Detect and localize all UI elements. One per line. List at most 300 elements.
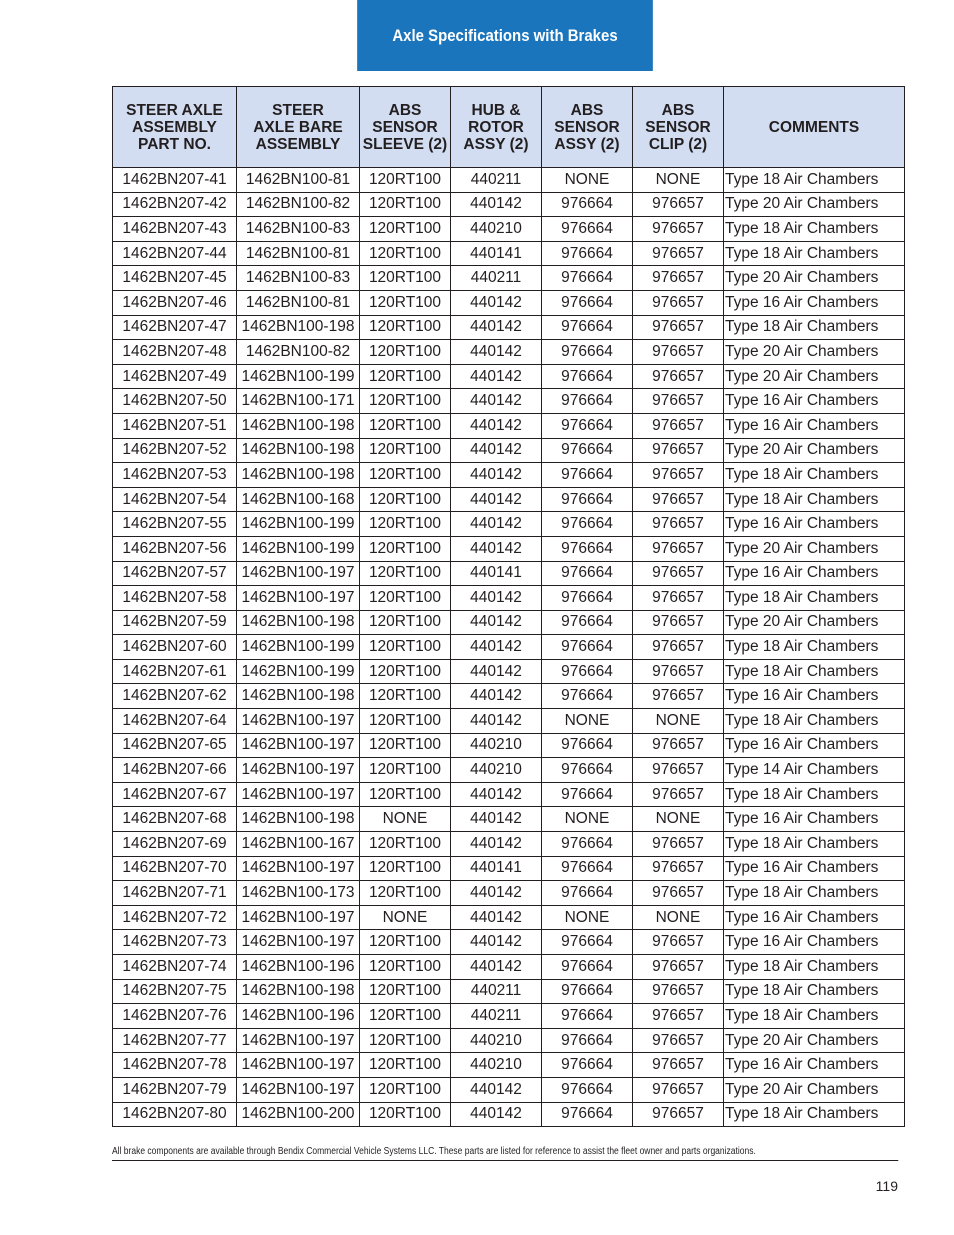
table-row — [113, 1053, 905, 1078]
table-cell: 440142 — [451, 463, 542, 488]
table-row — [113, 856, 905, 881]
comment-cell: Type 18 Air Chambers — [724, 315, 905, 340]
table-cell: 976657 — [633, 438, 724, 463]
table-cell: 1462BN100-197 — [237, 1077, 360, 1102]
table-cell: 976664 — [542, 955, 633, 980]
table-cell: 120RT100 — [360, 930, 451, 955]
table-cell: 1462BN207-74 — [113, 955, 237, 980]
table-cell: 440142 — [451, 905, 542, 930]
table-row — [113, 659, 905, 684]
table-row — [113, 168, 905, 193]
comment-cell: Type 18 Air Chambers — [724, 659, 905, 684]
table-cell: 1462BN207-43 — [113, 217, 237, 242]
table-cell: 976657 — [633, 1028, 724, 1053]
comment-cell: Type 16 Air Chambers — [724, 512, 905, 537]
table-cell: 1462BN207-62 — [113, 684, 237, 709]
table-cell: 120RT100 — [360, 758, 451, 783]
comment-cell: Type 18 Air Chambers — [724, 832, 905, 857]
column-header: STEER AXLE BARE ASSEMBLY — [237, 87, 360, 168]
table-cell: 1462BN207-67 — [113, 782, 237, 807]
comment-cell: Type 18 Air Chambers — [724, 1102, 905, 1127]
table-cell: 1462BN100-173 — [237, 881, 360, 906]
comment-cell: Type 16 Air Chambers — [724, 389, 905, 414]
comment-cell: Type 20 Air Chambers — [724, 192, 905, 217]
table-cell: 1462BN207-61 — [113, 659, 237, 684]
comment-cell: Type 20 Air Chambers — [724, 364, 905, 389]
comment-cell: Type 16 Air Chambers — [724, 856, 905, 881]
table-cell: 1462BN100-82 — [237, 192, 360, 217]
table-cell: 440142 — [451, 413, 542, 438]
table-cell: 1462BN100-167 — [237, 832, 360, 857]
table-cell: 1462BN207-56 — [113, 536, 237, 561]
comment-cell: Type 16 Air Chambers — [724, 413, 905, 438]
table-cell: 440211 — [451, 979, 542, 1004]
table-cell: 120RT100 — [360, 487, 451, 512]
table-cell: NONE — [542, 807, 633, 832]
table-cell: 976657 — [633, 487, 724, 512]
table-cell: 1462BN207-51 — [113, 413, 237, 438]
table-cell: 1462BN207-69 — [113, 832, 237, 857]
table-cell: NONE — [542, 905, 633, 930]
table-cell: 1462BN207-72 — [113, 905, 237, 930]
table-cell: 120RT100 — [360, 1053, 451, 1078]
table-cell: 440142 — [451, 364, 542, 389]
column-header: ABS SENSOR CLIP (2) — [633, 87, 724, 168]
table-cell: 1462BN207-44 — [113, 241, 237, 266]
table-cell: 976657 — [633, 315, 724, 340]
table-cell: 120RT100 — [360, 782, 451, 807]
table-cell: 976657 — [633, 1077, 724, 1102]
table-cell: 440211 — [451, 266, 542, 291]
table-cell: 976664 — [542, 217, 633, 242]
table-cell: 976657 — [633, 364, 724, 389]
table-cell: 1462BN100-198 — [237, 413, 360, 438]
table-row — [113, 192, 905, 217]
table-cell: 1462BN100-197 — [237, 1053, 360, 1078]
table-cell: 976664 — [542, 856, 633, 881]
table-cell: 976657 — [633, 635, 724, 660]
table-cell: 976657 — [633, 758, 724, 783]
table-cell: 1462BN100-199 — [237, 635, 360, 660]
comment-cell: Type 18 Air Chambers — [724, 487, 905, 512]
table-cell: 976664 — [542, 241, 633, 266]
table-cell: 976657 — [633, 856, 724, 881]
table-cell: 1462BN207-54 — [113, 487, 237, 512]
column-header: ABS SENSOR SLEEVE (2) — [360, 87, 451, 168]
table-cell: 1462BN207-58 — [113, 586, 237, 611]
table-cell: 976657 — [633, 1004, 724, 1029]
table-row — [113, 463, 905, 488]
table-cell: 976664 — [542, 438, 633, 463]
table-cell: 976657 — [633, 586, 724, 611]
table-row — [113, 807, 905, 832]
table-cell: 1462BN100-197 — [237, 586, 360, 611]
table-cell: 440142 — [451, 881, 542, 906]
comment-cell: Type 16 Air Chambers — [724, 905, 905, 930]
table-cell: 440142 — [451, 782, 542, 807]
table-cell: 976657 — [633, 290, 724, 315]
comment-cell: Type 18 Air Chambers — [724, 709, 905, 734]
table-cell: 1462BN100-198 — [237, 610, 360, 635]
table-row — [113, 1102, 905, 1127]
table-cell: 976657 — [633, 340, 724, 365]
table-row — [113, 930, 905, 955]
table-cell: 976664 — [542, 733, 633, 758]
table-row — [113, 266, 905, 291]
table-cell: 1462BN207-80 — [113, 1102, 237, 1127]
table-cell: 440142 — [451, 586, 542, 611]
table-cell: 440210 — [451, 1053, 542, 1078]
table-cell: 976657 — [633, 512, 724, 537]
table-cell: 1462BN207-42 — [113, 192, 237, 217]
comment-cell: Type 20 Air Chambers — [724, 438, 905, 463]
table-row — [113, 1028, 905, 1053]
comment-cell: Type 18 Air Chambers — [724, 782, 905, 807]
table-cell: 976664 — [542, 512, 633, 537]
table-cell: 440142 — [451, 315, 542, 340]
table-cell: 1462BN100-198 — [237, 438, 360, 463]
table-cell: 976664 — [542, 389, 633, 414]
table-cell: 976664 — [542, 610, 633, 635]
comment-cell: Type 16 Air Chambers — [724, 1053, 905, 1078]
table-cell: 120RT100 — [360, 659, 451, 684]
table-cell: 1462BN207-75 — [113, 979, 237, 1004]
table-cell: 120RT100 — [360, 733, 451, 758]
table-cell: 440142 — [451, 536, 542, 561]
table-cell: 976657 — [633, 684, 724, 709]
table-cell: 120RT100 — [360, 315, 451, 340]
column-header: COMMENTS — [724, 87, 905, 168]
table-cell: 120RT100 — [360, 979, 451, 1004]
table-cell: 440211 — [451, 1004, 542, 1029]
table-cell: 976657 — [633, 389, 724, 414]
table-cell: 976657 — [633, 413, 724, 438]
comment-cell: Type 16 Air Chambers — [724, 807, 905, 832]
table-cell: 976664 — [542, 1004, 633, 1029]
table-cell: 120RT100 — [360, 586, 451, 611]
table-cell: 440142 — [451, 1077, 542, 1102]
table-cell: 976664 — [542, 979, 633, 1004]
table-cell: 1462BN100-197 — [237, 758, 360, 783]
table-cell: 976657 — [633, 930, 724, 955]
table-cell: 120RT100 — [360, 881, 451, 906]
table-cell: 1462BN207-71 — [113, 881, 237, 906]
table-row — [113, 905, 905, 930]
table-cell: 440142 — [451, 659, 542, 684]
table-cell: 976664 — [542, 340, 633, 365]
table-cell: 120RT100 — [360, 168, 451, 193]
table-cell: 976657 — [633, 266, 724, 291]
table-cell: 440210 — [451, 1028, 542, 1053]
table-cell: 976657 — [633, 955, 724, 980]
table-row — [113, 758, 905, 783]
table-cell: 976664 — [542, 266, 633, 291]
table-cell: 120RT100 — [360, 561, 451, 586]
table-row — [113, 315, 905, 340]
table-cell: 1462BN207-78 — [113, 1053, 237, 1078]
table-cell: 976664 — [542, 463, 633, 488]
table-cell: 1462BN207-48 — [113, 340, 237, 365]
table-row — [113, 217, 905, 242]
table-row — [113, 881, 905, 906]
comment-cell: Type 16 Air Chambers — [724, 930, 905, 955]
table-cell: 976664 — [542, 635, 633, 660]
table-cell: 976664 — [542, 832, 633, 857]
table-cell: 976657 — [633, 881, 724, 906]
table-cell: 1462BN207-60 — [113, 635, 237, 660]
table-cell: 976657 — [633, 610, 724, 635]
table-row — [113, 536, 905, 561]
table-cell: 440142 — [451, 340, 542, 365]
table-cell: 1462BN100-81 — [237, 290, 360, 315]
table-cell: 440141 — [451, 856, 542, 881]
table-cell: 440210 — [451, 733, 542, 758]
header-row — [113, 87, 905, 168]
table-cell: NONE — [633, 168, 724, 193]
table-row — [113, 782, 905, 807]
table-cell: 976664 — [542, 782, 633, 807]
table-cell: 440142 — [451, 930, 542, 955]
table-cell: 1462BN100-197 — [237, 561, 360, 586]
table-cell: 440142 — [451, 438, 542, 463]
table-cell: 120RT100 — [360, 364, 451, 389]
table-cell: NONE — [633, 709, 724, 734]
comment-cell: Type 16 Air Chambers — [724, 561, 905, 586]
table-cell: 120RT100 — [360, 512, 451, 537]
table-cell: 976664 — [542, 1077, 633, 1102]
table-cell: 1462BN100-171 — [237, 389, 360, 414]
table-cell: 120RT100 — [360, 536, 451, 561]
column-header: STEER AXLE ASSEMBLY PART NO. — [113, 87, 237, 168]
comment-cell: Type 18 Air Chambers — [724, 979, 905, 1004]
table-cell: 1462BN100-196 — [237, 1004, 360, 1029]
table-cell: 440142 — [451, 684, 542, 709]
table-cell: 1462BN100-82 — [237, 340, 360, 365]
table-cell: 976657 — [633, 241, 724, 266]
table-cell: 1462BN207-41 — [113, 168, 237, 193]
table-cell: 120RT100 — [360, 832, 451, 857]
table-row — [113, 610, 905, 635]
table-cell: 120RT100 — [360, 340, 451, 365]
table-cell: 976664 — [542, 684, 633, 709]
table-cell: 976664 — [542, 487, 633, 512]
table-cell: 1462BN100-197 — [237, 782, 360, 807]
table-row — [113, 1004, 905, 1029]
comment-cell: Type 20 Air Chambers — [724, 1028, 905, 1053]
table-cell: 1462BN207-45 — [113, 266, 237, 291]
table-cell: 1462BN207-57 — [113, 561, 237, 586]
table-cell: 976657 — [633, 463, 724, 488]
table-cell: 1462BN100-197 — [237, 856, 360, 881]
column-header: ABS SENSOR ASSY (2) — [542, 87, 633, 168]
table-cell: 120RT100 — [360, 217, 451, 242]
table-cell: 1462BN100-81 — [237, 241, 360, 266]
table-cell: 1462BN100-199 — [237, 364, 360, 389]
section-title: Axle Specifications with Brakes — [392, 25, 618, 45]
table-cell: 976664 — [542, 758, 633, 783]
table-body — [113, 168, 905, 1127]
table-cell: 120RT100 — [360, 1004, 451, 1029]
table-cell: 1462BN100-198 — [237, 463, 360, 488]
comment-cell: Type 16 Air Chambers — [724, 733, 905, 758]
table-cell: 1462BN207-50 — [113, 389, 237, 414]
table-cell: 976664 — [542, 1102, 633, 1127]
table-row — [113, 684, 905, 709]
table-cell: 1462BN207-73 — [113, 930, 237, 955]
comment-cell: Type 18 Air Chambers — [724, 241, 905, 266]
comment-cell: Type 20 Air Chambers — [724, 340, 905, 365]
table-row — [113, 290, 905, 315]
table-cell: 120RT100 — [360, 856, 451, 881]
page-number: 119 — [875, 1178, 898, 1194]
table-cell: 1462BN207-49 — [113, 364, 237, 389]
comment-cell: Type 14 Air Chambers — [724, 758, 905, 783]
section-title-tab — [357, 0, 653, 71]
table-cell: 120RT100 — [360, 463, 451, 488]
table-cell: 120RT100 — [360, 192, 451, 217]
table-cell: 1462BN100-197 — [237, 1028, 360, 1053]
table-cell: 976664 — [542, 192, 633, 217]
table-cell: 976664 — [542, 930, 633, 955]
table-cell: 120RT100 — [360, 389, 451, 414]
table-cell: 440210 — [451, 758, 542, 783]
table-cell: 1462BN207-47 — [113, 315, 237, 340]
table-cell: NONE — [542, 168, 633, 193]
comment-cell: Type 20 Air Chambers — [724, 1077, 905, 1102]
table-row — [113, 561, 905, 586]
table-cell: 440141 — [451, 561, 542, 586]
table-cell: 120RT100 — [360, 955, 451, 980]
table-cell: 976664 — [542, 290, 633, 315]
table-cell: 976657 — [633, 536, 724, 561]
comment-cell: Type 16 Air Chambers — [724, 684, 905, 709]
table-cell: 440142 — [451, 290, 542, 315]
table-cell: 1462BN207-64 — [113, 709, 237, 734]
table-cell: 1462BN100-83 — [237, 266, 360, 291]
table-cell: 1462BN100-196 — [237, 955, 360, 980]
table-cell: 1462BN100-200 — [237, 1102, 360, 1127]
comment-cell: Type 20 Air Chambers — [724, 610, 905, 635]
table-cell: 1462BN100-197 — [237, 709, 360, 734]
table-cell: 440142 — [451, 709, 542, 734]
table-cell: 120RT100 — [360, 635, 451, 660]
comment-cell: Type 18 Air Chambers — [724, 881, 905, 906]
table-cell: 976657 — [633, 979, 724, 1004]
table-cell: 440142 — [451, 955, 542, 980]
table-cell: 976664 — [542, 1028, 633, 1053]
table-cell: 120RT100 — [360, 709, 451, 734]
table-cell: 976664 — [542, 364, 633, 389]
table-cell: 1462BN207-52 — [113, 438, 237, 463]
table-cell: 976664 — [542, 1053, 633, 1078]
table-cell: 120RT100 — [360, 241, 451, 266]
table-cell: 440142 — [451, 389, 542, 414]
table-cell: 440142 — [451, 1102, 542, 1127]
table-cell: 976657 — [633, 832, 724, 857]
table-cell: 120RT100 — [360, 610, 451, 635]
table-cell: 1462BN207-68 — [113, 807, 237, 832]
table-cell: 976657 — [633, 561, 724, 586]
table-row — [113, 635, 905, 660]
table-cell: 1462BN100-198 — [237, 807, 360, 832]
comment-cell: Type 18 Air Chambers — [724, 955, 905, 980]
table-cell: 120RT100 — [360, 290, 451, 315]
table-cell: NONE — [360, 905, 451, 930]
table-cell: 120RT100 — [360, 266, 451, 291]
table-row — [113, 413, 905, 438]
table-cell: 1462BN100-168 — [237, 487, 360, 512]
table-cell: 1462BN207-79 — [113, 1077, 237, 1102]
table-cell: 440141 — [451, 241, 542, 266]
comment-cell: Type 18 Air Chambers — [724, 168, 905, 193]
table-cell: 1462BN100-83 — [237, 217, 360, 242]
table-cell: 1462BN207-77 — [113, 1028, 237, 1053]
table-row — [113, 438, 905, 463]
comment-cell: Type 20 Air Chambers — [724, 266, 905, 291]
table-cell: 976664 — [542, 881, 633, 906]
table-cell: 120RT100 — [360, 1077, 451, 1102]
table-cell: 120RT100 — [360, 413, 451, 438]
table-cell: NONE — [542, 709, 633, 734]
table-cell: 1462BN100-198 — [237, 684, 360, 709]
table-cell: 1462BN100-198 — [237, 979, 360, 1004]
table-cell: 1462BN207-55 — [113, 512, 237, 537]
table-cell: 1462BN207-66 — [113, 758, 237, 783]
table-cell: 1462BN100-197 — [237, 733, 360, 758]
table-cell: 1462BN100-198 — [237, 315, 360, 340]
table-cell: 1462BN100-199 — [237, 536, 360, 561]
table-cell: 440142 — [451, 487, 542, 512]
footnote: All brake components are available through Bendix Commercial Vehicle Systems LLC. These parts are listed for reference to assist the fleet owner and parts organizations. — [112, 1146, 898, 1161]
table-cell: NONE — [633, 807, 724, 832]
table-cell: 1462BN100-199 — [237, 512, 360, 537]
table-row — [113, 241, 905, 266]
table-cell: 120RT100 — [360, 684, 451, 709]
comment-cell: Type 18 Air Chambers — [724, 635, 905, 660]
table-cell: 976657 — [633, 217, 724, 242]
table-row — [113, 364, 905, 389]
table-cell: 976664 — [542, 561, 633, 586]
comment-cell: Type 20 Air Chambers — [724, 536, 905, 561]
table-cell: 1462BN100-197 — [237, 930, 360, 955]
table-cell: 440142 — [451, 832, 542, 857]
table-cell: 440211 — [451, 168, 542, 193]
table-cell: NONE — [633, 905, 724, 930]
table-cell: 440142 — [451, 807, 542, 832]
axle-spec-table — [112, 86, 905, 1127]
comment-cell: Type 18 Air Chambers — [724, 217, 905, 242]
table-row — [113, 487, 905, 512]
table-cell: 1462BN100-197 — [237, 905, 360, 930]
table-cell: 976657 — [633, 782, 724, 807]
column-header: HUB & ROTOR ASSY (2) — [451, 87, 542, 168]
table-cell: 976664 — [542, 536, 633, 561]
table-row — [113, 389, 905, 414]
table-cell: 1462BN100-199 — [237, 659, 360, 684]
table-row — [113, 340, 905, 365]
table-row — [113, 955, 905, 980]
table-cell: 976657 — [633, 1102, 724, 1127]
table-cell: 976657 — [633, 192, 724, 217]
table-header — [113, 87, 905, 168]
table-row — [113, 709, 905, 734]
table-cell: 1462BN207-59 — [113, 610, 237, 635]
comment-cell: Type 18 Air Chambers — [724, 586, 905, 611]
table-cell: 976664 — [542, 413, 633, 438]
table-cell: 120RT100 — [360, 1028, 451, 1053]
table-cell: 1462BN207-65 — [113, 733, 237, 758]
table-cell: 976657 — [633, 733, 724, 758]
